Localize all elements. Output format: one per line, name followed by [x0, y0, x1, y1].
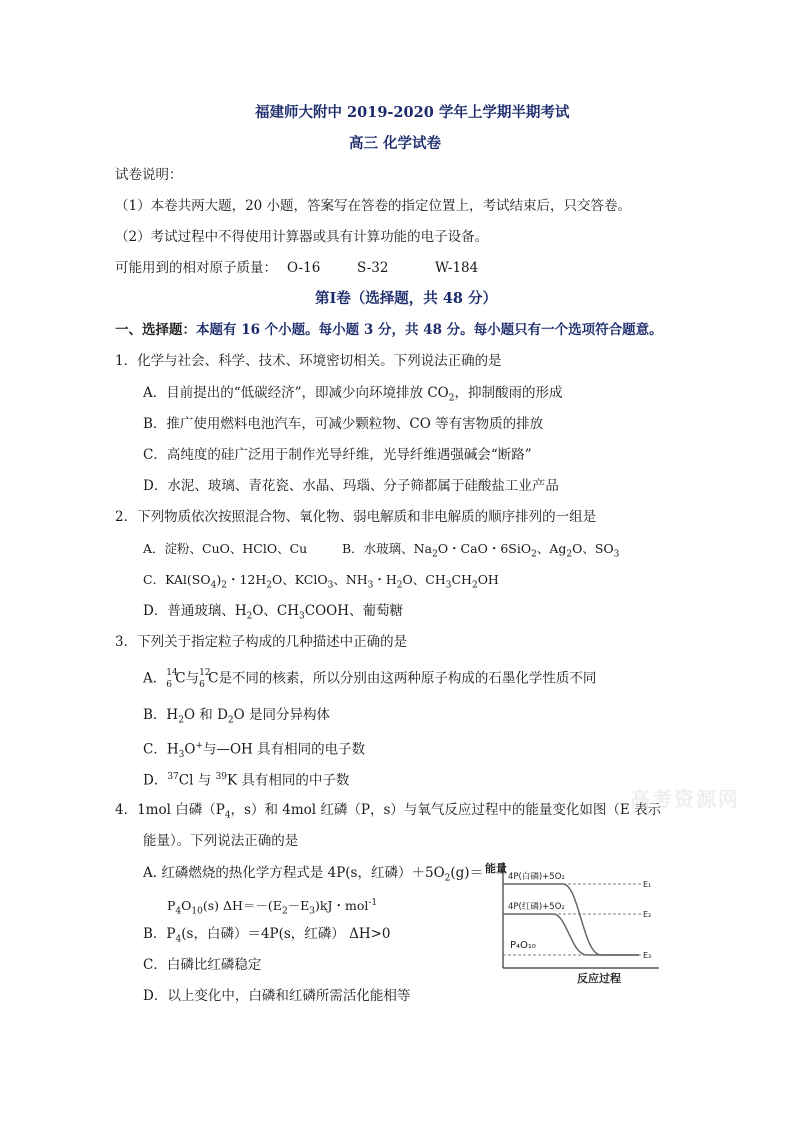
q4-a-sub: 10	[191, 906, 203, 917]
q3-d-3: K 具有相同的中子数	[226, 772, 350, 789]
isotope-c12-notation	[199, 668, 211, 690]
q3-a-mid: 与	[185, 670, 200, 687]
q4-stem-line-2: 能量）。下列说法正确的是	[143, 833, 299, 849]
q4-b-2: (s，白磷）＝4P(s，红磷） ΔH>0	[181, 926, 391, 942]
watermark: 高考资源网	[630, 787, 740, 811]
q4-a-5: (s) ΔH＝－(E	[202, 898, 282, 914]
q2-option-b	[342, 540, 619, 564]
q3-a-post: 是不同的核素，所以分别由这两种原子构成的石墨化学性质不同	[218, 670, 597, 687]
q4-a-sub: 3	[309, 906, 316, 917]
q4-a-3: P	[167, 898, 176, 914]
q4-b-sub: 4	[175, 934, 182, 945]
q4-stem-sub: 4	[224, 810, 231, 821]
q2-c-8: CH	[451, 572, 472, 587]
q4-a-sub: 4	[175, 906, 182, 917]
q2-c-2: )	[216, 572, 222, 587]
atomic-mass-line	[115, 259, 479, 277]
e3-label: E₃	[643, 951, 652, 960]
q4-a-sub: 2	[281, 906, 288, 917]
atomic-mass-s: S-32	[357, 260, 389, 276]
q3-d-1: D．	[143, 772, 168, 789]
q1-a-sub: 2	[448, 393, 455, 404]
q2-b-2: O・CaO・6SiO	[437, 541, 532, 556]
q3-b-sub: 2	[178, 715, 184, 726]
section-intro-rules: 本题有 16 个小题。每小题 3 分，共 48 分。每小题只有一个选项符合题意。	[196, 322, 663, 338]
q4-a-sup: -1	[368, 898, 378, 908]
q2-c-sub: 2	[396, 580, 403, 591]
atomic-mass-o: O-16	[287, 260, 321, 276]
q2-b-3: 、Ag	[536, 541, 567, 556]
q3-c-charge: +	[195, 741, 203, 751]
q3-option-c	[143, 737, 365, 764]
q2-stem: 2．下列物质依次按照混合物、氧化物、弱电解质和非电解质的顺序排列的一组是	[115, 509, 597, 525]
q2-c-5: 、NH	[333, 572, 368, 587]
q2-c-sub: 3	[327, 580, 334, 591]
instruction-item-1: （1）本卷共两大题，20 小题，答案写在答卷的指定位置上，考试结束后，只交答卷。	[115, 198, 632, 214]
q2-c-sub: 3	[445, 580, 452, 591]
q4-stem-1: 4．1mol 白磷（P	[115, 802, 225, 818]
q4-option-b	[143, 925, 391, 949]
q2-c-6: ・H	[373, 572, 397, 587]
q4-a-4: O	[181, 898, 192, 914]
q2-c-3: ・12H	[226, 572, 267, 587]
e1-label: E₁	[643, 880, 652, 889]
q3-option-b	[143, 706, 330, 730]
q3-c-sub: 3	[178, 750, 185, 761]
instructions-heading: 试卷说明：	[115, 167, 183, 183]
q2-c-sub: 2	[221, 580, 227, 591]
q3-c-symbol: C	[175, 670, 186, 687]
q1-stem: 1．化学与社会、科学、技术、环境密切相关。下列说法正确的是	[115, 353, 502, 369]
q2-c-sub: 4	[210, 580, 217, 591]
q3-a-label: A．	[143, 670, 167, 687]
q4-option-a-line-2	[167, 894, 377, 921]
q3-b-1: B．H	[143, 707, 179, 723]
isotope-atomic-number: 6	[166, 680, 172, 690]
q3-b-sub: 2	[227, 715, 234, 726]
isotope-atomic-number: 6	[199, 680, 205, 690]
q2-c-sub: 2	[266, 580, 273, 591]
q2-option-d	[143, 602, 403, 626]
q3-c-2: O	[184, 741, 196, 758]
q3-d-2: Cl 与	[178, 772, 216, 789]
q2-b-sub: 2	[432, 549, 438, 560]
q4-b-1: B．P	[143, 926, 176, 942]
energy-diagram	[483, 858, 663, 984]
q2-c-1: C．KAl(SO	[143, 572, 211, 587]
q3-c-3: 与—OH 具有相同的电子数	[202, 741, 366, 758]
q3-stem: 3．下列关于指定粒子构成的几种描述中正确的是	[115, 634, 408, 650]
q4-a-7: )kJ・mol	[315, 898, 369, 914]
instruction-item-2: （2）考试过程中不得使用计算器或具有计算功能的电子设备。	[115, 229, 489, 245]
atomic-mass-label: 可能用到的相对原子质量：	[115, 260, 277, 276]
q4-stem-1b: ，s）和 4mol 红磷（P，s）与氧气反应过程中的能量变化如图（E 表示	[230, 802, 662, 818]
q3-b-2: O 和 D	[183, 707, 228, 723]
white-phosphorus-label: 4P(白磷)+5O₂	[508, 872, 565, 882]
q1-option-d: D．水泥、玻璃、青花瓷、水晶、玛瑙、分子筛都属于硅酸盐工业产品	[143, 478, 559, 494]
q2-b-sub: 2	[566, 549, 573, 560]
section-1-title: 第Ⅰ卷（选择题，共 48 分）	[315, 290, 498, 307]
q2-b-1: B．水玻璃、Na	[342, 541, 433, 556]
q1-a-text-2: ，抑制酸雨的形成	[454, 385, 563, 401]
q4-option-a-line-1	[143, 864, 483, 888]
product-label: P₄O₁₀	[510, 940, 536, 951]
red-phosphorus-label: 4P(红磷)+5O₂	[508, 902, 565, 912]
q2-b-sub: 3	[613, 549, 620, 560]
q2-b-sub: 2	[531, 549, 537, 560]
q3-option-d	[143, 768, 349, 790]
atomic-mass-w: W-184	[435, 260, 479, 276]
section-intro-prefix: 一、选择题：	[115, 322, 196, 338]
x-axis-label: 反应过程	[577, 972, 621, 984]
q2-c-4: O、KClO	[272, 572, 328, 587]
y-axis-label: 能量	[485, 862, 507, 875]
q1-option-a	[143, 384, 562, 408]
q2-d-sub: 2	[246, 611, 253, 622]
e2-label: E₂	[643, 910, 652, 919]
q3-b-3: O 是同分异构体	[233, 707, 331, 723]
q2-c-7: O、CH	[402, 572, 446, 587]
q3-c-1: C．H	[143, 741, 179, 758]
subject-title: 高三 化学试卷	[349, 135, 442, 152]
q2-d-1: D．普通玻璃、H	[143, 603, 247, 619]
q2-b-4: O、SO	[572, 541, 614, 556]
q2-d-sub: 3	[299, 611, 305, 622]
q2-option-c	[143, 571, 499, 595]
q4-a-1: A. 红磷燃烧的热化学方程式是 4P(s，红磷）＋5O	[143, 865, 445, 881]
q4-option-d: D．以上变化中，白磷和红磷所需活化能相等	[143, 988, 411, 1004]
q4-a-2: (g)＝	[450, 865, 484, 881]
isotope-mass: 12	[199, 668, 211, 678]
q3-c-symbol: C	[208, 670, 219, 687]
q4-a-sub: 2	[444, 873, 451, 884]
q2-c-9: OH	[477, 572, 499, 587]
q2-d-3: COOH、葡萄糖	[304, 603, 403, 619]
q1-a-text-1: A．目前提出的“低碳经济”，即减少向环境排放 CO	[143, 385, 449, 401]
q2-c-sub: 2	[471, 580, 478, 591]
q2-d-2: O、CH	[252, 603, 300, 619]
isotope-mass: 14	[166, 668, 178, 678]
q4-stem-line-1	[115, 801, 661, 825]
q3-d-mass: 39	[215, 772, 227, 782]
q4-a-6: －E	[287, 898, 310, 914]
school-exam-title: 福建师大附中 2019-2020 学年上学期半期考试	[255, 104, 570, 121]
q3-d-mass: 37	[167, 772, 179, 782]
section-1-intro	[115, 321, 663, 339]
q1-option-c: C．高纯度的硅广泛用于制作光导纤维，光导纤维遇强碱会“断路”	[143, 447, 532, 463]
q3-option-a	[143, 668, 596, 690]
q1-option-b: B．推广使用燃料电池汽车，可减少颗粒物、CO 等有害物质的排放	[143, 416, 544, 432]
isotope-c14-notation	[166, 668, 178, 690]
q2-c-sub: 3	[367, 580, 374, 591]
q4-option-c: C．白磷比红磷稳定	[143, 957, 262, 973]
q2-option-a: A．淀粉、CuO、HClO、Cu	[143, 541, 308, 556]
